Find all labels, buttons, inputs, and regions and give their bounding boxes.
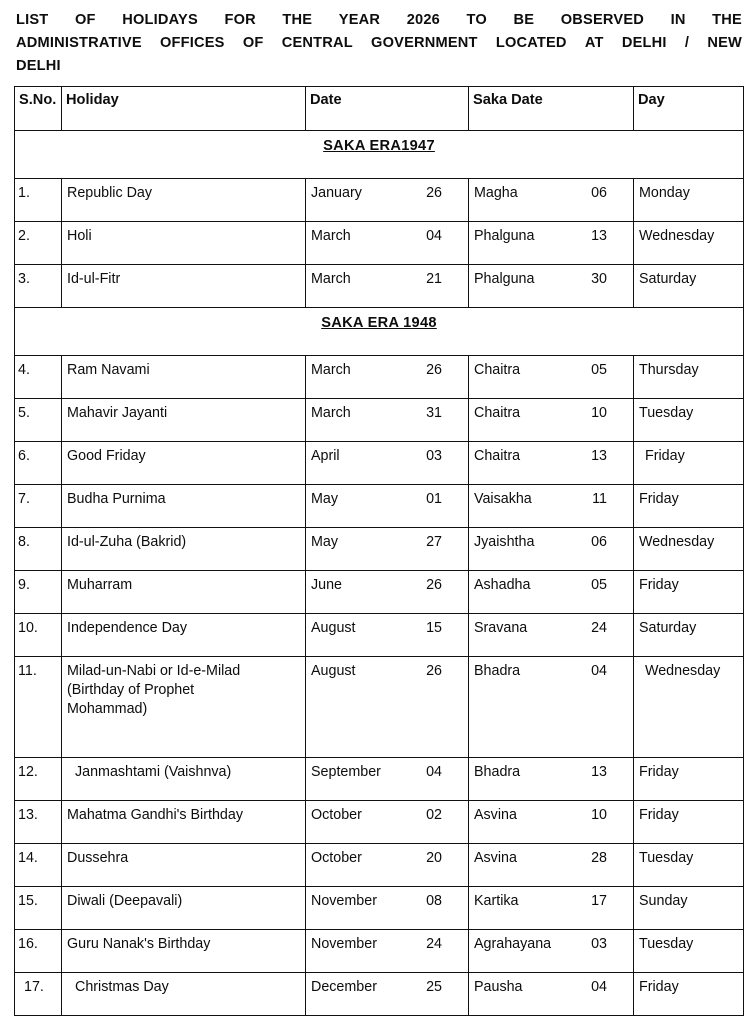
table-row [15, 265, 744, 308]
column-header-sno: S.No. [15, 87, 62, 131]
cell-gregorian-date [306, 930, 469, 973]
holiday-name-line: Mohammad) [67, 701, 148, 717]
gregorian-day-number: 15 [426, 620, 442, 636]
saka-day-number: 04 [591, 979, 607, 995]
cell-holiday-name: Guru Nanak's Birthday [62, 930, 306, 973]
gregorian-day-number: 01 [426, 491, 442, 507]
gregorian-month: April [311, 448, 340, 464]
cell-serial-number: 13. [15, 801, 62, 844]
cell-saka-date [469, 356, 634, 399]
saka-day-number: 13 [591, 764, 607, 780]
saka-day-number: 06 [591, 534, 607, 550]
gregorian-month: September [311, 764, 381, 780]
cell-weekday: Saturday [634, 614, 744, 657]
cell-serial-number: 11. [15, 657, 62, 758]
cell-holiday-name [62, 657, 306, 758]
cell-holiday-name: Dussehra [62, 844, 306, 887]
cell-saka-date [469, 571, 634, 614]
table-row [15, 485, 744, 528]
cell-saka-date [469, 222, 634, 265]
gregorian-day-number: 21 [426, 271, 442, 287]
cell-weekday: Wednesday [634, 657, 744, 758]
cell-saka-date [469, 485, 634, 528]
saka-day-number: 04 [591, 663, 607, 679]
gregorian-month: August [311, 663, 356, 679]
table-body [15, 131, 744, 1016]
cell-holiday-name: Christmas Day [62, 973, 306, 1016]
table-row [15, 356, 744, 399]
cell-serial-number: 17. [15, 973, 62, 1016]
cell-saka-date [469, 265, 634, 308]
table-row [15, 844, 744, 887]
gregorian-day-number: 26 [426, 185, 442, 201]
cell-serial-number: 2. [15, 222, 62, 265]
cell-weekday: Monday [634, 179, 744, 222]
cell-weekday: Friday [634, 758, 744, 801]
cell-serial-number: 15. [15, 887, 62, 930]
holiday-name-line: Milad-un-Nabi or Id-e-Milad [67, 663, 241, 679]
saka-day-number: 30 [591, 271, 607, 287]
cell-weekday: Tuesday [634, 399, 744, 442]
cell-serial-number: 7. [15, 485, 62, 528]
saka-month: Sravana [474, 620, 528, 636]
cell-saka-date [469, 973, 634, 1016]
page-title [16, 9, 742, 78]
saka-month: Bhadra [474, 764, 521, 780]
saka-day-number: 03 [591, 936, 607, 952]
saka-month: Asvina [474, 807, 517, 823]
table-header-row [15, 87, 744, 131]
gregorian-day-number: 03 [426, 448, 442, 464]
gregorian-month: November [311, 936, 377, 952]
cell-saka-date [469, 528, 634, 571]
cell-gregorian-date [306, 801, 469, 844]
cell-gregorian-date [306, 442, 469, 485]
saka-month: Ashadha [474, 577, 531, 593]
cell-saka-date [469, 801, 634, 844]
saka-month: Chaitra [474, 362, 521, 378]
saka-day-number: 05 [591, 577, 607, 593]
gregorian-month: May [311, 534, 339, 550]
saka-day-number: 13 [591, 448, 607, 464]
cell-holiday-name: Diwali (Deepavali) [62, 887, 306, 930]
saka-day-number: 28 [591, 850, 607, 866]
table-row [15, 222, 744, 265]
cell-serial-number: 16. [15, 930, 62, 973]
cell-weekday: Friday [634, 485, 744, 528]
gregorian-month: March [311, 405, 351, 421]
holiday-name-line: (Birthday of Prophet [67, 682, 195, 698]
cell-weekday: Tuesday [634, 844, 744, 887]
column-header-saka: Saka Date [469, 87, 634, 131]
gregorian-day-number: 25 [426, 979, 442, 995]
cell-serial-number: 12. [15, 758, 62, 801]
table-row [15, 179, 744, 222]
gregorian-month: December [311, 979, 377, 995]
gregorian-day-number: 26 [426, 362, 442, 378]
table-row [15, 801, 744, 844]
cell-serial-number: 4. [15, 356, 62, 399]
cell-serial-number: 3. [15, 265, 62, 308]
table-row [15, 571, 744, 614]
column-header-holiday: Holiday [62, 87, 306, 131]
cell-serial-number: 6. [15, 442, 62, 485]
cell-weekday: Sunday [634, 887, 744, 930]
cell-saka-date [469, 614, 634, 657]
era-section-header-row [15, 131, 744, 179]
saka-month: Phalguna [474, 228, 535, 244]
saka-day-number: 10 [591, 807, 607, 823]
gregorian-month: October [311, 807, 362, 823]
saka-month: Vaisakha [474, 491, 532, 507]
gregorian-day-number: 02 [426, 807, 442, 823]
era-section-header-row [15, 308, 744, 356]
cell-holiday-name: Republic Day [62, 179, 306, 222]
cell-holiday-name: Muharram [62, 571, 306, 614]
cell-gregorian-date [306, 528, 469, 571]
page-title-line-2: ADMINISTRATIVE OFFICES OF CENTRAL GOVERNMENT LOCATED AT DELHI / NEW [16, 35, 742, 51]
cell-weekday: Wednesday [634, 222, 744, 265]
cell-weekday: Friday [634, 442, 744, 485]
gregorian-day-number: 24 [426, 936, 442, 952]
saka-month: Bhadra [474, 663, 521, 679]
cell-gregorian-date [306, 844, 469, 887]
table-row [15, 973, 744, 1016]
cell-serial-number: 5. [15, 399, 62, 442]
page-title-line-3: DELHI [16, 58, 61, 74]
cell-holiday-name: Janmashtami (Vaishnva) [62, 758, 306, 801]
cell-weekday: Thursday [634, 356, 744, 399]
saka-month: Phalguna [474, 271, 535, 287]
era-label: SAKA ERA 1948 [321, 315, 437, 331]
holidays-table [14, 86, 744, 1016]
cell-gregorian-date [306, 973, 469, 1016]
cell-weekday: Saturday [634, 265, 744, 308]
cell-saka-date [469, 399, 634, 442]
table-row [15, 614, 744, 657]
column-header-date: Date [306, 87, 469, 131]
table-row [15, 930, 744, 973]
gregorian-month: March [311, 362, 351, 378]
cell-gregorian-date [306, 758, 469, 801]
gregorian-day-number: 20 [426, 850, 442, 866]
gregorian-month: August [311, 620, 356, 636]
era-section-header-cell [15, 308, 744, 356]
gregorian-day-number: 26 [426, 663, 442, 679]
saka-month: Pausha [474, 979, 523, 995]
table-row [15, 399, 744, 442]
cell-serial-number: 9. [15, 571, 62, 614]
cell-gregorian-date [306, 399, 469, 442]
gregorian-day-number: 08 [426, 893, 442, 909]
cell-weekday: Tuesday [634, 930, 744, 973]
saka-day-number: 11 [592, 491, 607, 507]
saka-day-number: 05 [591, 362, 607, 378]
cell-saka-date [469, 758, 634, 801]
saka-month: Jyaishtha [474, 534, 535, 550]
cell-serial-number: 1. [15, 179, 62, 222]
cell-holiday-name: Id-ul-Fitr [62, 265, 306, 308]
cell-holiday-name: Ram Navami [62, 356, 306, 399]
saka-month: Magha [474, 185, 518, 201]
table-row [15, 528, 744, 571]
cell-holiday-name: Mahatma Gandhi's Birthday [62, 801, 306, 844]
cell-serial-number: 8. [15, 528, 62, 571]
saka-month: Agrahayana [474, 936, 552, 952]
cell-weekday: Friday [634, 801, 744, 844]
saka-day-number: 06 [591, 185, 607, 201]
cell-gregorian-date [306, 571, 469, 614]
gregorian-month: November [311, 893, 377, 909]
saka-month: Chaitra [474, 448, 521, 464]
cell-saka-date [469, 844, 634, 887]
cell-gregorian-date [306, 265, 469, 308]
gregorian-day-number: 31 [426, 405, 442, 421]
saka-day-number: 17 [591, 893, 607, 909]
gregorian-month: October [311, 850, 362, 866]
cell-holiday-name: Holi [62, 222, 306, 265]
saka-month: Chaitra [474, 405, 521, 421]
table-row [15, 442, 744, 485]
cell-gregorian-date [306, 614, 469, 657]
cell-gregorian-date [306, 179, 469, 222]
cell-gregorian-date [306, 887, 469, 930]
saka-month: Kartika [474, 893, 519, 909]
cell-saka-date [469, 930, 634, 973]
cell-weekday: Friday [634, 571, 744, 614]
gregorian-month: June [311, 577, 343, 593]
table-row [15, 887, 744, 930]
saka-day-number: 24 [591, 620, 607, 636]
cell-holiday-name: Independence Day [62, 614, 306, 657]
cell-gregorian-date [306, 222, 469, 265]
cell-gregorian-date [306, 356, 469, 399]
cell-saka-date [469, 179, 634, 222]
table-row [15, 657, 744, 758]
cell-holiday-name: Good Friday [62, 442, 306, 485]
gregorian-month: March [311, 271, 351, 287]
saka-day-number: 10 [591, 405, 607, 421]
gregorian-month: January [311, 185, 362, 201]
cell-serial-number: 14. [15, 844, 62, 887]
gregorian-day-number: 04 [426, 228, 442, 244]
era-label: SAKA ERA1947 [323, 138, 435, 154]
cell-saka-date [469, 887, 634, 930]
column-header-day: Day [634, 87, 744, 131]
saka-month: Asvina [474, 850, 517, 866]
gregorian-month: May [311, 491, 339, 507]
cell-weekday: Wednesday [634, 528, 744, 571]
cell-holiday-name: Id-ul-Zuha (Bakrid) [62, 528, 306, 571]
table-row [15, 758, 744, 801]
page-title-line-1: LIST OF HOLIDAYS FOR THE YEAR 2026 TO BE OBSERVED IN THE [16, 12, 742, 28]
gregorian-day-number: 04 [426, 764, 442, 780]
cell-serial-number: 10. [15, 614, 62, 657]
saka-day-number: 13 [591, 228, 607, 244]
cell-weekday: Friday [634, 973, 744, 1016]
era-section-header-cell [15, 131, 744, 179]
cell-holiday-name: Mahavir Jayanti [62, 399, 306, 442]
gregorian-day-number: 27 [426, 534, 442, 550]
cell-gregorian-date [306, 657, 469, 758]
gregorian-month: March [311, 228, 351, 244]
gregorian-day-number: 26 [426, 577, 442, 593]
cell-saka-date [469, 657, 634, 758]
cell-gregorian-date [306, 485, 469, 528]
cell-holiday-name: Budha Purnima [62, 485, 306, 528]
cell-saka-date [469, 442, 634, 485]
